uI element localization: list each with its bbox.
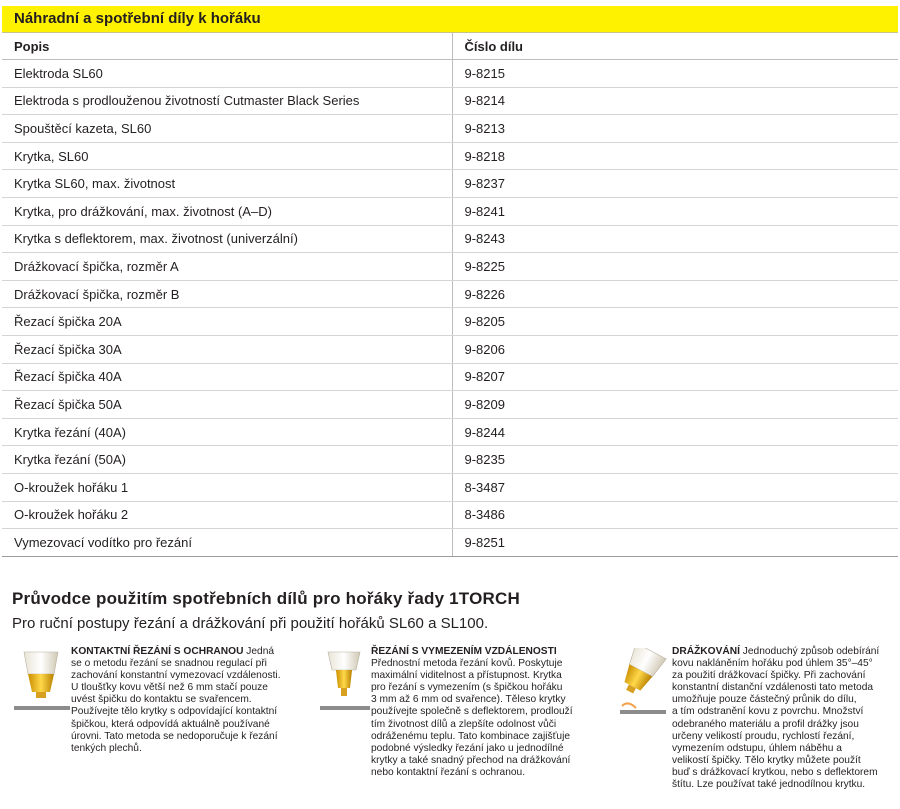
section-line: 3 mm až 6 mm od svařence). Těleso krytky <box>371 694 566 706</box>
part-number-cell: 9-8209 <box>452 391 898 419</box>
table-row <box>2 418 898 446</box>
part-description-cell: Krytka řezání (40A) <box>2 418 452 446</box>
table-row <box>2 501 898 529</box>
part-number-cell: 9-8218 <box>452 142 898 170</box>
table-row <box>2 115 898 143</box>
part-description-cell: O-kroužek hořáku 1 <box>2 473 452 501</box>
section-line: za použití drážkovací špičky. Při zachování <box>672 670 866 682</box>
part-number-cell: 8-3486 <box>452 501 898 529</box>
section-line: se o metodu řezání se snadnou regulací při <box>71 658 267 670</box>
section-heading: KONTAKTNÍ ŘEZÁNÍ S OCHRANOU <box>71 646 244 657</box>
table-row <box>2 391 898 419</box>
table-row <box>2 529 898 557</box>
part-description-cell: Řezací špička 20A <box>2 308 452 336</box>
guide-subtitle: Pro ruční postupy řezání a drážkování při použití hořáků SL60 a SL100. <box>12 615 489 632</box>
part-description-cell: Drážkovací špička, rozměr A <box>2 253 452 281</box>
section-line: krytky a také snadný přechod na drážkování <box>371 754 571 766</box>
table-header-row <box>2 33 898 60</box>
table-row <box>2 473 898 501</box>
section-line: nebo kontaktní řezání s ochranou. <box>371 766 526 778</box>
part-description-cell: Krytka řezání (50A) <box>2 446 452 474</box>
section-line: štítu. Lze používat také jednodílnou krytku. <box>672 779 866 791</box>
section-line: Jednoduchý způsob odebírání <box>742 646 880 657</box>
section-line: zachování konstantní vymezovací vzdálenosti. <box>71 670 281 682</box>
parts-grid <box>2 33 898 557</box>
section-line: špičkou, která odpovídá aktuálně používané <box>71 718 270 730</box>
column-header-part-number: Číslo dílu <box>452 33 898 60</box>
part-number-cell: 9-8225 <box>452 253 898 281</box>
section-line: úrovni. Tato metoda se nedoporučuje k řezání <box>71 730 278 742</box>
standoff-cutting-torch-icon <box>320 650 374 714</box>
part-description-cell: Krytka, pro drážkování, max. životnost (A–D) <box>2 197 452 225</box>
table-row <box>2 308 898 336</box>
section-line: U tloušťky kovu větší než 6 mm stačí pouze <box>71 682 268 694</box>
section-heading: DRÁŽKOVÁNÍ <box>672 646 740 657</box>
table-body <box>2 60 898 557</box>
part-number-cell: 9-8215 <box>452 60 898 88</box>
table-row <box>2 335 898 363</box>
table-row <box>2 225 898 253</box>
section-line: Jedná <box>246 646 275 657</box>
section-line: Používejte tělo krytky s odpovídající kontaktní <box>71 706 278 718</box>
part-description-cell: O-kroužek hořáku 2 <box>2 501 452 529</box>
section-line: umožňuje pouze částečný průnik do dílu, <box>672 694 857 706</box>
section-line: vymezením odstupu, úhlem náběhu a <box>672 742 842 754</box>
section-line: odráženému teplu. Tato kombinace zajišťuje <box>371 730 571 742</box>
section-line: tenkých plechů. <box>71 742 142 754</box>
guide-title: Průvodce použitím spotřebních dílů pro hořáky řady 1TORCH <box>12 589 520 608</box>
part-number-cell: 9-8214 <box>452 87 898 115</box>
part-description-cell: Řezací špička 40A <box>2 363 452 391</box>
section-line: podobné výsledky řezání jako u jednodílné <box>371 742 564 754</box>
section-line: Přednostní metoda řezání kovů. Poskytuje <box>371 658 563 670</box>
section-line: pro řezání s vymezením (s špičkou hořáku <box>371 682 563 694</box>
contact-cutting-torch-icon <box>14 650 74 712</box>
table-row <box>2 363 898 391</box>
part-description-cell: Vymezovací vodítko pro řezání <box>2 529 452 557</box>
part-description-cell: Krytka s deflektorem, max. životnost (univerzální) <box>2 225 452 253</box>
section-line: velikostí špičky. Tělo krytky můžete použít <box>672 754 861 766</box>
section-line: určeny velikostí proudu, rychlostí řezání, <box>672 730 855 742</box>
section-line: maximální viditelnost a přístupnost. Krytka <box>371 670 562 682</box>
table-title: Náhradní a spotřební díly k hořáku <box>2 6 898 33</box>
table-row <box>2 280 898 308</box>
part-description-cell: Krytka, SL60 <box>2 142 452 170</box>
part-number-cell: 9-8237 <box>452 170 898 198</box>
gouging-torch-icon <box>606 648 670 718</box>
section-heading: ŘEZÁNÍ S VYMEZENÍM VZDÁLENOSTI <box>371 646 557 657</box>
part-description-cell: Řezací špička 30A <box>2 335 452 363</box>
table-row <box>2 446 898 474</box>
part-number-cell: 9-8241 <box>452 197 898 225</box>
part-number-cell: 9-8205 <box>452 308 898 336</box>
table-row <box>2 142 898 170</box>
part-description-cell: Spouštěcí kazeta, SL60 <box>2 115 452 143</box>
section-line: tím životnost dílů a zlepšíte odolnost vůči <box>371 718 557 730</box>
part-number-cell: 9-8206 <box>452 335 898 363</box>
part-number-cell: 9-8235 <box>452 446 898 474</box>
section-line: uvést špičku do kontaktu se svařencem. <box>71 694 252 706</box>
part-description-cell: Drážkovací špička, rozměr B <box>2 280 452 308</box>
table-row <box>2 60 898 88</box>
table-row <box>2 170 898 198</box>
part-number-cell: 9-8244 <box>452 418 898 446</box>
part-number-cell: 9-8251 <box>452 529 898 557</box>
part-description-cell: Řezací špička 50A <box>2 391 452 419</box>
table-row <box>2 197 898 225</box>
section-line: a tím odstranění kovu z povrchu. Množství <box>672 706 864 718</box>
table-row <box>2 253 898 281</box>
section-line: konstantní distanční vzdálenosti tato metoda <box>672 682 874 694</box>
parts-table <box>2 6 898 557</box>
table-row <box>2 87 898 115</box>
part-number-cell: 9-8226 <box>452 280 898 308</box>
part-number-cell: 9-8207 <box>452 363 898 391</box>
section-line: odebraného materiálu a profil drážky jsou <box>672 718 859 730</box>
part-number-cell: 8-3487 <box>452 473 898 501</box>
section-line: kovu nakláněním hořáku pod úhlem 35°–45° <box>672 658 873 670</box>
section-line: buď s drážkovací krytkou, nebo s deflektorem <box>672 766 878 778</box>
part-number-cell: 9-8243 <box>452 225 898 253</box>
part-number-cell: 9-8213 <box>452 115 898 143</box>
section-line: používejte společně s deflektorem, prodlouží <box>371 706 573 718</box>
part-description-cell: Krytka SL60, max. životnost <box>2 170 452 198</box>
part-description-cell: Elektroda s prodlouženou životností Cutmaster Black Series <box>2 87 452 115</box>
part-description-cell: Elektroda SL60 <box>2 60 452 88</box>
column-header-description: Popis <box>2 33 452 60</box>
